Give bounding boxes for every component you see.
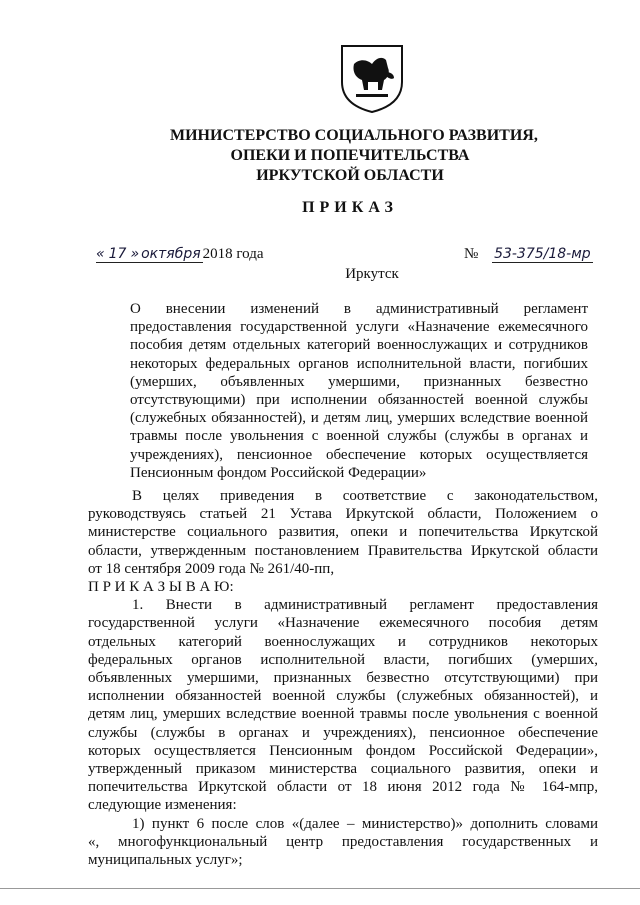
body-line: отдельных категорий военнослужащих и сотрудников некоторых xyxy=(88,633,598,650)
body-line: утвержденный приказом министерства социального развития, опеки и xyxy=(88,761,598,778)
ministry-name xyxy=(170,126,538,186)
body-line: федеральных органов исполнительной власти, погибших (умерших, xyxy=(88,651,598,668)
date-day: 17 xyxy=(105,246,131,263)
body-line: детям лиц, умерших вследствие военной травмы после увольнения с военной xyxy=(88,706,598,723)
title-line: травмы после увольнения с военной службы (службы в органах и xyxy=(130,428,588,445)
body-line: министерстве социального развития, опеки и попечительства Иркутской xyxy=(88,524,598,541)
body-line: муниципальных услуг»; xyxy=(88,852,243,869)
body-line: от 18 сентября 2009 года № 261/40-пп, xyxy=(88,560,335,577)
body-line: 1) пункт 6 после слов «(далее – министерство)» дополнить словами xyxy=(132,815,598,832)
document-type: ПРИКАЗ xyxy=(302,199,398,216)
body-line: службы (службы в органах и учреждениях), пенсионное обеспечение xyxy=(88,724,598,741)
title-line: (умерших, объявленных умершими, признанных безвестно xyxy=(130,373,588,390)
body-line: 1. Внести в административный регламент предоставления xyxy=(132,597,598,614)
title-line: некоторых федеральных органов исполнительной власти, погибших xyxy=(130,355,588,372)
title-line: пособия детям отдельных категорий военнослужащих и сотрудников xyxy=(130,337,588,354)
number-label: № xyxy=(464,246,479,262)
coat-of-arms-icon xyxy=(338,42,406,114)
title-line: Пенсионным фондом Российской Федерации» xyxy=(130,464,427,481)
title-line: (служебных обязанностей), и детям лиц, умерших вследствие военной xyxy=(130,410,588,427)
order-title xyxy=(130,300,588,482)
body-line: которых осуществляется Пенсионным фондом Российской Федерации», xyxy=(88,742,598,759)
ministry-line: ИРКУТСКОЙ ОБЛАСТИ xyxy=(256,167,444,184)
body-line: П Р И К А З Ы В А Ю: xyxy=(88,579,234,596)
page-bottom-edge xyxy=(0,888,640,889)
date-mid: » xyxy=(130,246,140,262)
body-line: В целях приведения в соответствие с законодательством, xyxy=(132,488,598,504)
body-line: попечительства Иркутской области от 18 июня 2012 года № 164-мпр, xyxy=(88,779,598,796)
ministry-line: МИНИСТЕРСТВО СОЦИАЛЬНОГО РАЗВИТИЯ, xyxy=(170,127,538,144)
number-value: 53-375/18-мр xyxy=(494,246,591,262)
date-month: октября xyxy=(141,246,201,262)
title-line: предоставления государственной услуги «Назначение ежемесячного xyxy=(130,319,588,336)
body-line: государственной услуги «Назначение ежемесячного пособия детям xyxy=(88,615,598,632)
body-line: исполнении обязанностей военной службы (служебных обязанностей), и xyxy=(88,688,598,705)
body-line: области, утвержденным постановлением Правительства Иркутской области xyxy=(88,542,598,559)
date-open: « xyxy=(96,246,105,262)
ministry-line: ОПЕКИ И ПОПЕЧИТЕЛЬСТВА xyxy=(230,147,470,164)
date-line xyxy=(96,246,264,263)
body-line: объявленных умершими, признанных безвестно отсутствующими) при xyxy=(88,670,598,687)
body-line: руководствуясь статьей 21 Устава Иркутской области, Положением о xyxy=(88,506,598,523)
order-body xyxy=(88,487,598,869)
city: Иркутск xyxy=(345,266,399,282)
title-line: учреждениях), пенсионное обеспечение которых осуществляется xyxy=(130,446,588,463)
date-year: 2018 года xyxy=(202,246,264,262)
title-line: отсутствующими) при исполнении обязанностей военной службы xyxy=(130,392,588,409)
number-line xyxy=(464,246,593,263)
title-line: О внесении изменений в административный регламент xyxy=(130,301,588,317)
body-line: «, многофункциональный центр предоставления государственных и xyxy=(88,833,598,850)
body-line: следующие изменения: xyxy=(88,797,237,814)
